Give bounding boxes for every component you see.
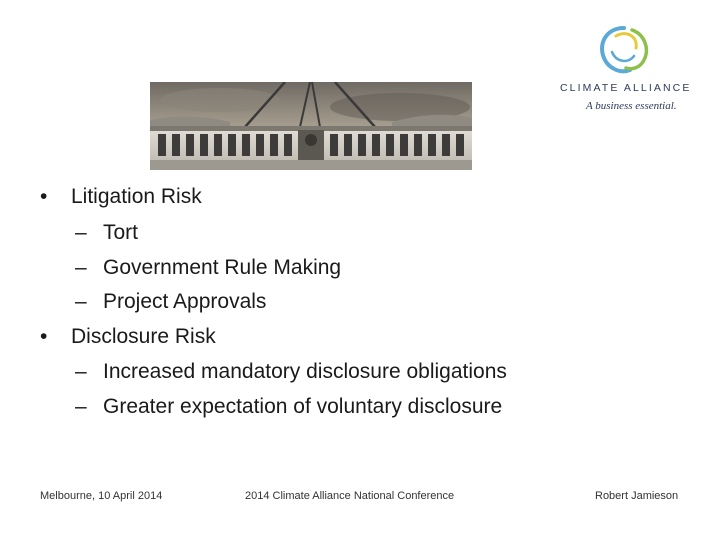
sub-bullet-text: Greater expectation of voluntary disclosure xyxy=(103,395,503,418)
sub-bullet-marker: – xyxy=(75,395,87,418)
sub-bullet-marker: – xyxy=(75,221,87,244)
logo-name: CLIMATE ALLIANCE xyxy=(560,82,692,94)
footer-conference-name: 2014 Climate Alliance National Conference xyxy=(245,490,455,502)
logo-swirl-icon xyxy=(594,22,656,83)
footer-presenter: Robert Jamieson xyxy=(595,490,679,502)
sub-bullet-marker: – xyxy=(75,290,87,313)
sub-bullet-marker: – xyxy=(75,256,87,279)
bullet-marker: • xyxy=(40,185,48,208)
bullet-marker: • xyxy=(40,325,48,348)
parliament-house-photo xyxy=(150,82,472,170)
footer-location-date: Melbourne, 10 April 2014 xyxy=(40,490,163,502)
sub-bullet-text: Project Approvals xyxy=(103,290,267,313)
sub-bullet-text: Increased mandatory disclosure obligations xyxy=(103,360,507,383)
sub-bullet-marker: – xyxy=(75,360,87,383)
sub-bullet-text: Tort xyxy=(103,221,139,244)
logo-tagline: A business essential. xyxy=(586,100,677,112)
bullet-text: Disclosure Risk xyxy=(71,325,216,348)
sub-bullet-text: Government Rule Making xyxy=(103,256,342,279)
bullet-text: Litigation Risk xyxy=(71,185,202,208)
climate-alliance-logo xyxy=(556,22,696,122)
